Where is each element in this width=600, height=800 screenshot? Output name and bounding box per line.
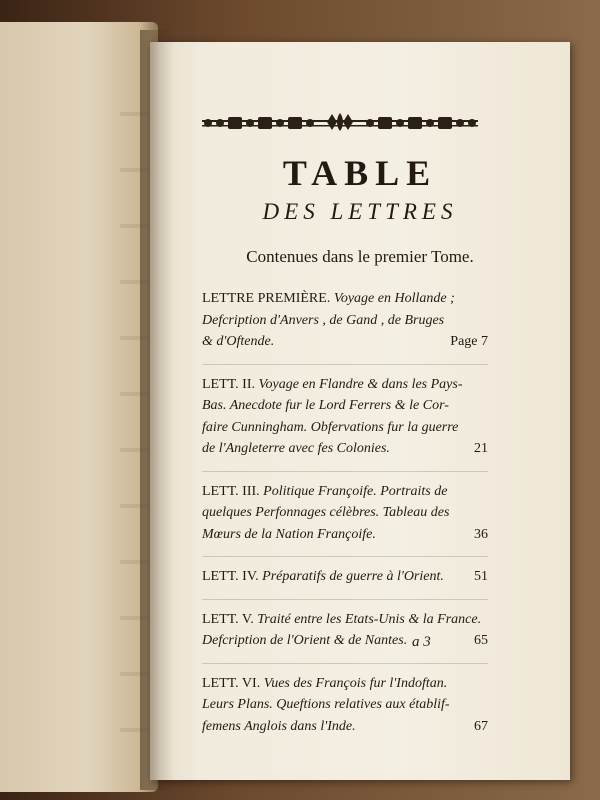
entry-text: Vues des François fur l'Indoftan. [263, 675, 448, 691]
toc-entry-4 [202, 566, 488, 588]
entry-page-number: 65 [474, 633, 488, 648]
entry-page-number: 67 [474, 718, 488, 734]
entry-text: quelques Perfonnages célèbres. Tableau des [202, 505, 450, 520]
entry-heading: LETT. V. [202, 611, 254, 627]
entry-heading: LETTRE PREMIÈRE. [202, 291, 331, 306]
entry-page-number: 36 [474, 526, 488, 542]
entry-page-number: 21 [474, 441, 488, 456]
entry-page-number: Page 7 [450, 334, 488, 349]
entry-text: Voyage en Flandre & dans les Pays- [258, 376, 463, 392]
entry-divider [202, 599, 488, 600]
page-title: TABLE [282, 153, 438, 193]
book-gutter-shadow [140, 30, 174, 790]
entry-text: Leurs Plans. Queftions relatives aux établif- [202, 697, 450, 712]
entry-heading: LETT. VI. [202, 675, 261, 691]
entry-divider [202, 663, 488, 664]
toc-entry-6 [202, 673, 488, 738]
page-subtitle: DES LETTRES [262, 199, 458, 224]
table-of-contents [202, 288, 488, 748]
entry-heading: LETT. III. [202, 483, 260, 499]
entry-text: Mœurs de la Nation Françoife. [202, 526, 376, 542]
entry-text: Voyage en Hollande ; [333, 291, 455, 306]
entry-text: Traité entre les Etats-Unis & la France. [257, 611, 482, 627]
entry-text: Préparatifs de guerre à l'Orient. [262, 569, 444, 584]
page-subheading: Contenues dans le premier Tome. [246, 247, 474, 266]
entry-text: Politique Françoife. Portraits de [263, 483, 448, 499]
entry-text: Defcription de l'Orient & de Nantes. [202, 633, 408, 648]
ornamental-border [202, 112, 478, 132]
entry-heading: LETT. II. [202, 376, 255, 392]
entry-text: & d'Oftende. [202, 334, 275, 349]
entry-page-number: 51 [474, 569, 488, 584]
entry-text: femens Anglois dans l'Inde. [202, 718, 356, 734]
entry-divider [202, 471, 488, 472]
entry-divider [202, 556, 488, 557]
toc-entry-1 [202, 288, 488, 353]
signature-mark: a 3 [412, 634, 431, 650]
toc-entry-2 [202, 374, 488, 460]
toc-entry-5 [202, 609, 488, 652]
facing-page-edge [0, 22, 158, 792]
entry-text: Defcription d'Anvers , de Gand , de Bruges [202, 312, 445, 328]
toc-entry-3 [202, 481, 488, 546]
entry-text: de l'Angleterre avec fes Colonies. [202, 441, 390, 456]
entry-divider [202, 364, 488, 365]
entry-heading: LETT. IV. [202, 569, 259, 584]
entry-text: Bas. Anecdote fur le Lord Ferrers & le Cor- [202, 398, 449, 413]
entry-text: faire Cunningham. Obfervations fur la guerre [202, 419, 459, 435]
